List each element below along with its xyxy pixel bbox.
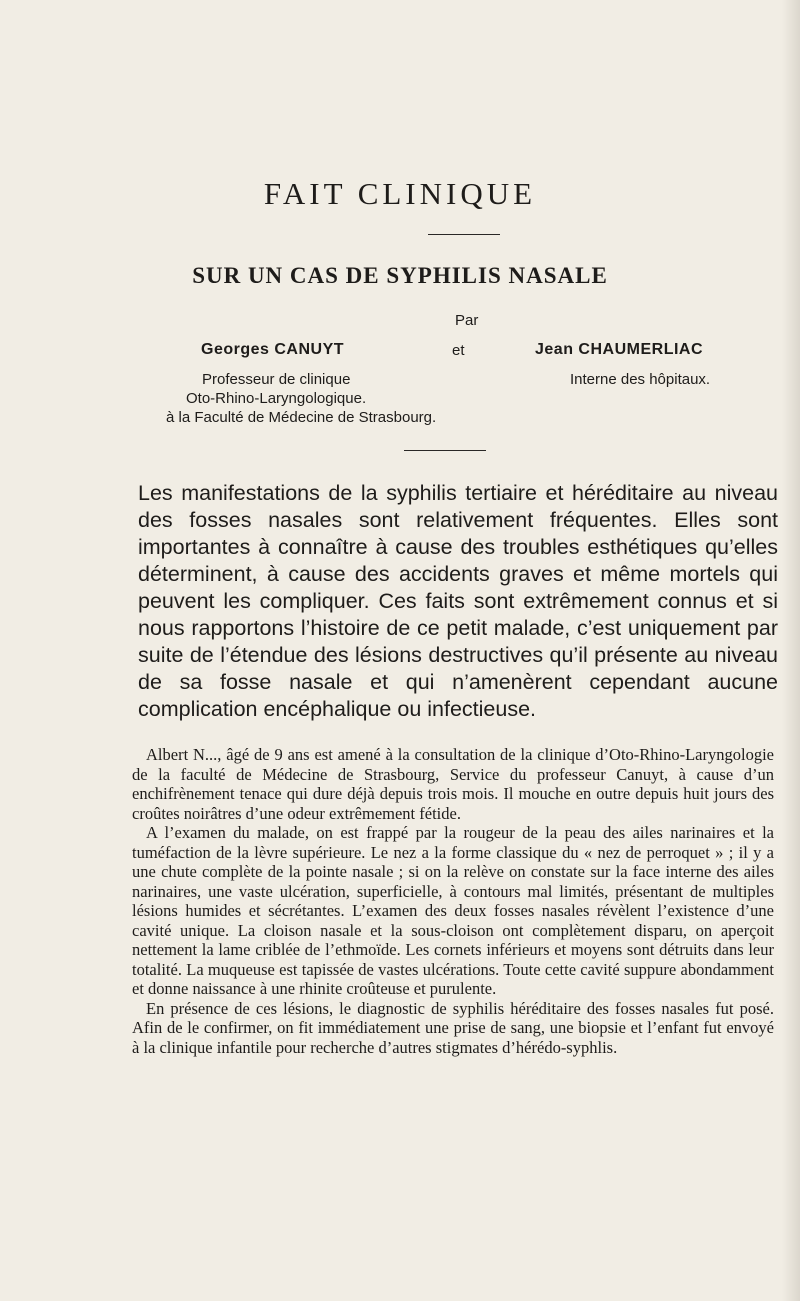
body-paragraph: Albert N..., âgé de 9 ans est amené à la consultation de la clinique d’Oto-Rhino-Laryngologie de la faculté de Médecine de Strasbourg, Service du professeur Canuyt, à cause d’un enchifrènement tenace qui dure déjà depuis trois mois. Il mouche en outre depuis huit jours des croûtes noirâtres d’une odeur extrêmement fétide. <box>132 745 774 823</box>
article-subtitle: SUR UN CAS DE SYPHILIS NASALE <box>192 263 608 288</box>
article-title: FAIT CLINIQUE <box>263 176 537 211</box>
author-right-name: Jean CHAUMERLIAC <box>535 341 704 358</box>
author-left-affiliation-line: Oto-Rhino-Laryngologique. <box>186 390 367 407</box>
body-paragraph: En présence de ces lésions, le diagnostic de syphilis héréditaire des fosses nasales fut posé. Afin de le confirmer, on fit immédiatement une prise de sang, une biopsie et l’enfant fut envoyé à la clinique infantile pour recherche d’autres stigmates d’hérédo-syphlis. <box>132 998 774 1057</box>
case-report-body <box>132 745 774 1057</box>
intro-paragraph: Les manifestations de la syphilis tertiaire et héréditaire au niveau des fosses nasales sont relativement fréquentes. Elles sont importantes à connaître à cause des troubles esthétiques qu’elles déterminent, à cause des accidents graves et même mortels qui peuvent les compliquer. Ces faits sont extrêmement connus et si nous rapportons l’histoire de ce petit malade, c’est uniquement par suite de l’étendue des lésions destructives qu’il présente au niveau de sa fosse nasale et qui n’amenèrent cependant aucune complication encéphalique ou infectieuse. <box>138 481 778 721</box>
author-left-affiliation-line: Professeur de clinique <box>202 371 351 388</box>
title-divider <box>428 234 500 235</box>
byline-et: et <box>452 342 465 359</box>
author-right-affiliation-line: Interne des hôpitaux. <box>570 371 711 388</box>
author-left-affiliation-line: à la Faculté de Médecine de Strasbourg. <box>166 409 437 426</box>
header-divider <box>404 450 486 451</box>
body-paragraph: A l’examen du malade, on est frappé par la rougeur de la peau des ailes narinaires et la tuméfaction de la lèvre supérieure. Le nez a la forme classique du « nez de perroquet » ; il y a une chute complète de la pointe nasale ; si on la relève on constate sur la face interne des ailes narinaires, une vaste ulcération, superficielle, à contours mal limités, présentant de multiples lésions humides et sécrétantes. L’examen des deux fosses nasales révèlent l’existence d’une cavité unique. La cloison nasale et la sous-cloison ont complètement disparu, on aperçoit nettement la lame criblée de l’ethmoïde. Les cornets inférieurs et moyens sont détruits dans leur totalité. La muqueuse est tapissée de vastes ulcérations. Toute cette cavité suppure abondamment et donne naissance à une rhinite croûteuse et purulente. <box>132 823 774 998</box>
author-left-name: Georges CANUYT <box>201 341 345 358</box>
byline-par: Par <box>455 312 479 329</box>
